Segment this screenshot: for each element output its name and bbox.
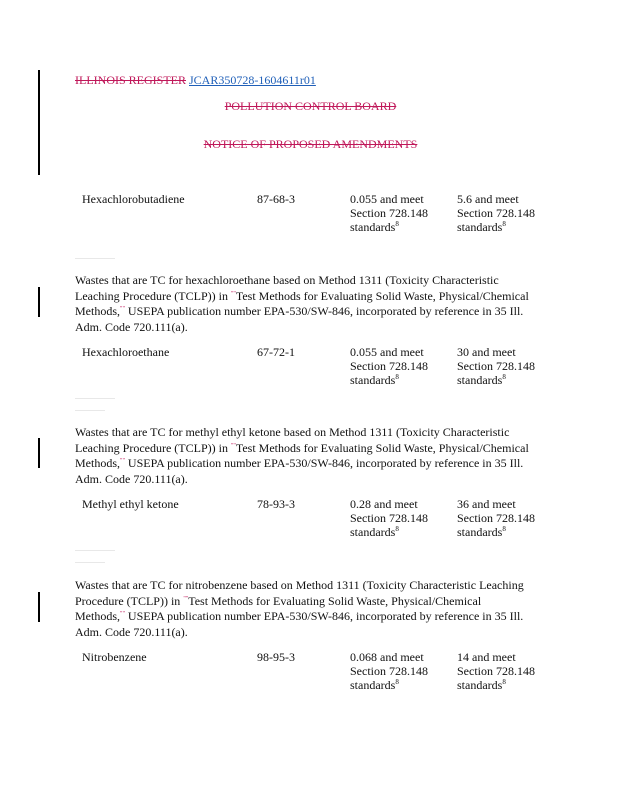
cas-number: 87-68-3 (257, 192, 295, 206)
constituent-name: Hexachloroethane (82, 345, 170, 359)
cas-number: 98-95-3 (257, 650, 295, 664)
revision-bar-para-3 (38, 592, 40, 622)
nonwastewater-standard: 30 and meet Section 728.148 standards$^8$ (457, 345, 535, 387)
divider (75, 258, 115, 259)
divider (75, 410, 105, 411)
table-row (82, 192, 552, 236)
register-inserted-text: JCAR350728-1604611r01 (189, 73, 316, 87)
table-row (82, 345, 552, 389)
nonwastewater-standard: 14 and meet Section 728.148 standards$^8$ (457, 650, 535, 692)
divider (75, 550, 115, 551)
wastewater-standard: 0.055 and meet Section 728.148 standards$^8$ (350, 345, 428, 387)
revision-bar-header (38, 70, 40, 175)
cas-number: 67-72-1 (257, 345, 295, 359)
constituent-name: Hexachlorobutadiene (82, 192, 185, 206)
register-header (75, 73, 316, 88)
divider (75, 562, 105, 563)
nonwastewater-standard: 36 and meet Section 728.148 standards$^8$ (457, 497, 535, 539)
table-row (82, 497, 552, 541)
notice-heading: NOTICE OF PROPOSED AMENDMENTS (203, 137, 418, 151)
paragraph: Wastes that are TC for hexachloroethane based on Method 1311 (Toxicity Characteristic Leaching Procedure (TCLP)) in ""Test Methods for Evaluating Solid Waste, Physical/Chemical Methods,"" USEPA publication number EPA-530/SW-846, incorporated by reference in 35 Ill. Adm. Code 720.111(a). (75, 273, 529, 334)
cas-number: 78-93-3 (257, 497, 295, 511)
constituent-name: Methyl ethyl ketone (82, 497, 179, 511)
board-heading: POLLUTION CONTROL BOARD (224, 99, 397, 113)
wastewater-standard: 0.28 and meet Section 728.148 standards$^8$ (350, 497, 428, 539)
paragraph: Wastes that are TC for nitrobenzene based on Method 1311 (Toxicity Characteristic Leaching Procedure (TCLP)) in ""Test Methods for Evaluating Solid Waste, Physical/Chemical Methods,"" USEPA publication number EPA-530/SW-846, incorporated by reference in 35 Ill. Adm. Code 720.111(a). (75, 578, 524, 639)
wastewater-standard: 0.068 and meet Section 728.148 standards$^8$ (350, 650, 428, 692)
divider (75, 398, 115, 399)
table-row (82, 650, 552, 694)
revision-bar-para-1 (38, 287, 40, 317)
wastewater-standard: 0.055 and meet Section 728.148 standards$^8$ (350, 192, 428, 234)
nonwastewater-standard: 5.6 and meet Section 728.148 standards$^8$ (457, 192, 535, 234)
paragraph: Wastes that are TC for methyl ethyl ketone based on Method 1311 (Toxicity Characteristic Leaching Procedure (TCLP)) in ""Test Methods for Evaluating Solid Waste, Physical/Chemical Methods,"" USEPA publication number EPA-530/SW-846, incorporated by reference in 35 Ill. Adm. Code 720.111(a). (75, 425, 529, 486)
register-deleted-text: ILLINOIS REGISTER (75, 73, 186, 87)
revision-bar-para-2 (38, 438, 40, 468)
constituent-name: Nitrobenzene (82, 650, 147, 664)
